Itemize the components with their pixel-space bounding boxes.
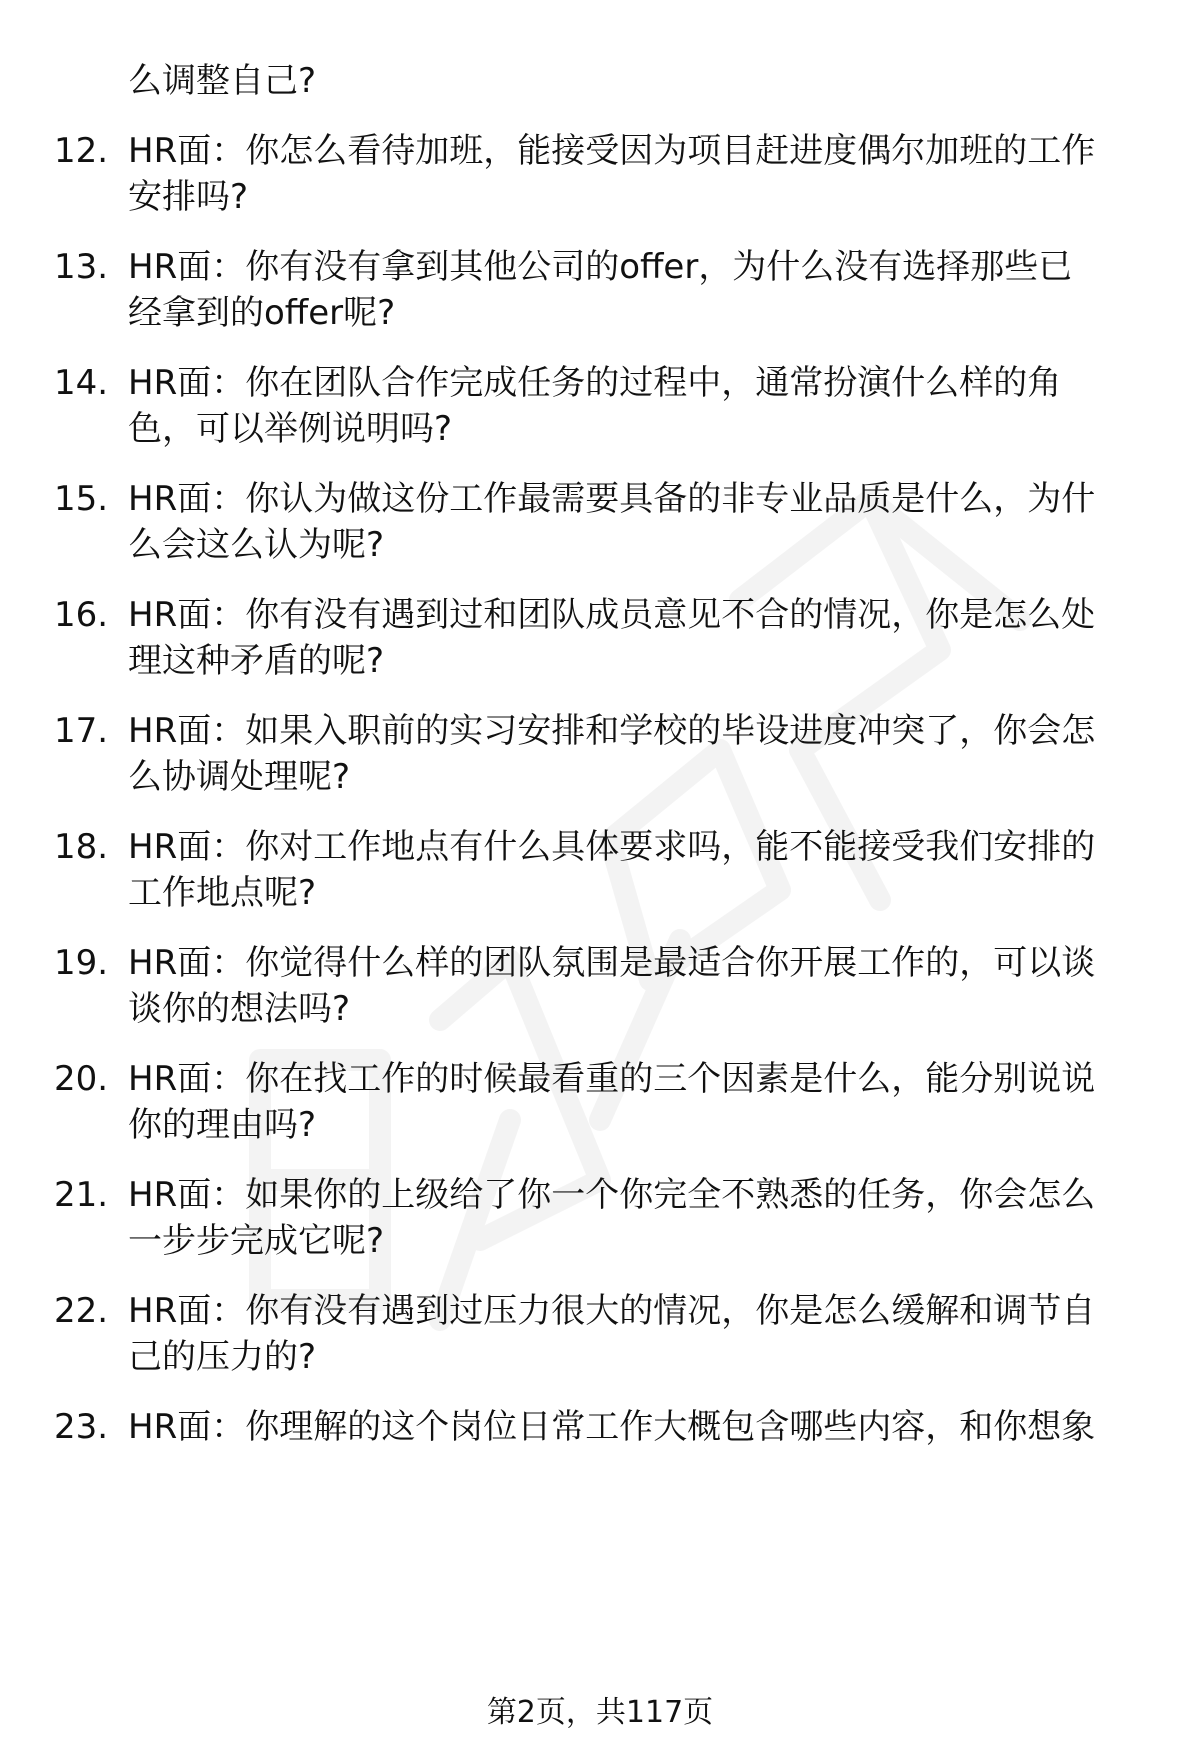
question-text (128, 244, 1168, 336)
question-number: 20. (54, 1059, 109, 1099)
question-text-line: HR面：你有没有遇到过压力很大的情况，你是怎么缓解和调节自 (128, 1291, 1096, 1331)
question-text (128, 708, 1168, 800)
question-number: 21. (54, 1175, 109, 1215)
question-text (128, 128, 1168, 220)
question-item (0, 476, 1200, 576)
question-text-line: HR面：如果你的上级给了你一个你完全不熟悉的任务，你会怎么 (128, 1175, 1096, 1215)
question-text (128, 940, 1168, 1032)
question-text-line: HR面：你在团队合作完成任务的过程中，通常扮演什么样的角 (128, 363, 1062, 403)
question-number: 19. (54, 943, 109, 983)
question-text-line: HR面：你认为做这份工作最需要具备的非专业品质是什么，为什 (128, 479, 1096, 519)
question-text (128, 360, 1168, 452)
question-text (128, 592, 1168, 684)
question-text-line: HR面：你理解的这个岗位日常工作大概包含哪些内容，和你想象 (128, 1407, 1096, 1447)
question-text-line: 己的压力的? (128, 1337, 317, 1377)
question-text-line: 理这种矛盾的呢? (128, 641, 385, 681)
question-text-line: 你的理由吗? (128, 1105, 317, 1145)
question-number: 22. (54, 1291, 109, 1331)
question-text-line: 谈你的想法吗? (128, 989, 351, 1029)
question-text (128, 1288, 1168, 1380)
question-text-line: 工作地点呢? (128, 873, 317, 913)
question-number: 15. (54, 479, 109, 519)
question-text-line: HR面：你对工作地点有什么具体要求吗，能不能接受我们安排的 (128, 827, 1096, 867)
question-item (0, 128, 1200, 228)
question-number: 17. (54, 711, 109, 751)
question-number: 13. (54, 247, 109, 287)
question-text-line: HR面：你有没有遇到过和团队成员意见不合的情况，你是怎么处 (128, 595, 1096, 635)
question-item (0, 708, 1200, 808)
question-number: 16. (54, 595, 109, 635)
question-text-line: HR面：你怎么看待加班，能接受因为项目赶进度偶尔加班的工作 (128, 131, 1096, 171)
question-text-line: 色，可以举例说明吗? (128, 409, 453, 449)
question-item (0, 1172, 1200, 1272)
question-text-line: 么会这么认为呢? (128, 525, 385, 565)
question-text-line: 经拿到的offer呢? (128, 293, 396, 333)
question-text (128, 824, 1168, 916)
question-item (0, 360, 1200, 460)
question-text-line: HR面：你觉得什么样的团队氛围是最适合你开展工作的，可以谈 (128, 943, 1096, 983)
question-item (0, 244, 1200, 344)
question-text (128, 476, 1168, 568)
question-item (0, 1288, 1200, 1388)
continuation-line: 么调整自己? (128, 61, 317, 101)
question-text (128, 1404, 1168, 1450)
question-text (128, 1056, 1168, 1148)
question-item (0, 592, 1200, 692)
question-number: 18. (54, 827, 109, 867)
question-text-line: 一步步完成它呢? (128, 1221, 385, 1261)
question-item (0, 940, 1200, 1040)
question-text-line: 么协调处理呢? (128, 757, 351, 797)
question-text (128, 1172, 1168, 1264)
question-text-line: 安排吗? (128, 177, 249, 217)
question-item (0, 1404, 1200, 1504)
question-number: 12. (54, 131, 109, 171)
page-footer: 第2页，共117页 (486, 1695, 714, 1730)
question-number: 23. (54, 1407, 109, 1447)
question-text-line: HR面：如果入职前的实习安排和学校的毕设进度冲突了，你会怎 (128, 711, 1096, 751)
question-text-line: HR面：你在找工作的时候最看重的三个因素是什么，能分别说说 (128, 1059, 1096, 1099)
question-text-line: HR面：你有没有拿到其他公司的offer，为什么没有选择那些已 (128, 247, 1073, 287)
question-number: 14. (54, 363, 109, 403)
question-item (0, 824, 1200, 924)
question-item (0, 1056, 1200, 1156)
